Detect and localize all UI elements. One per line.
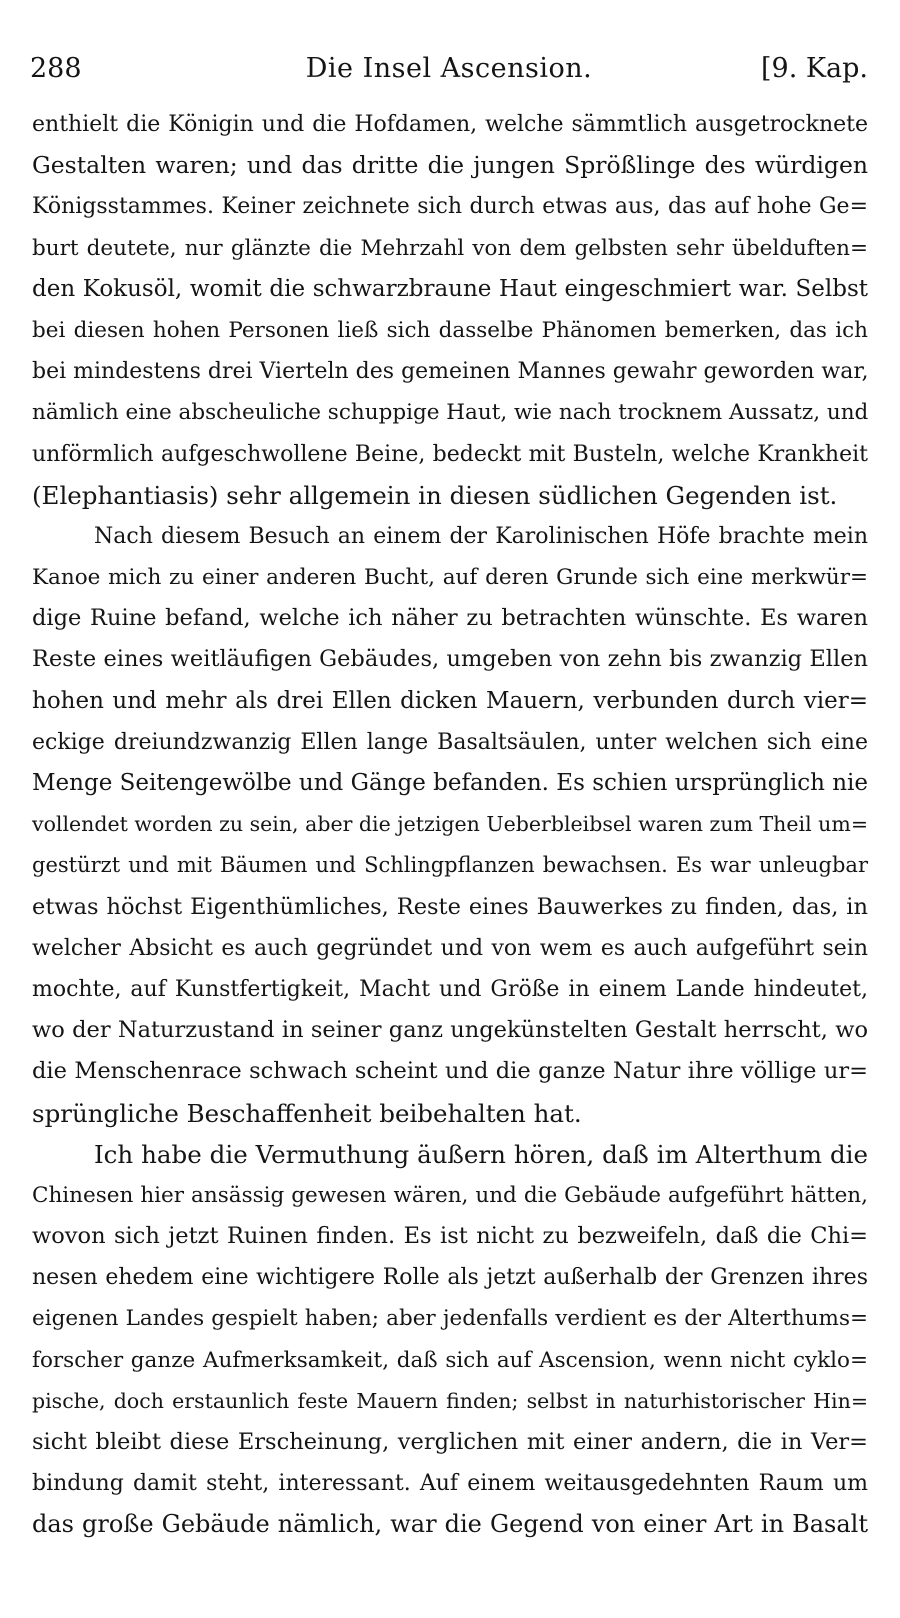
text-line: unförmlich aufgeschwollene Beine, bedeckt mit Busteln, welche Krankheit (32, 441, 868, 467)
text-line: Königsstammes. Keiner zeichnete sich durch etwas aus, das auf hohe Ge= (32, 194, 868, 220)
text-line: nämlich eine abscheuliche schuppige Haut, wie nach trocknem Aussatz, und (32, 400, 869, 426)
text-line: Reste eines weitläufigen Gebäudes, umgeben von zehn bis zwanzig Ellen (32, 646, 868, 673)
text-line: wovon sich jetzt Ruinen finden. Es ist nicht zu bezweifeln, daß die Chi= (32, 1223, 868, 1250)
paragraph (32, 1134, 868, 1546)
text-line: Chinesen hier ansässig gewesen wären, und die Gebäude aufgeführt hätten, (32, 1182, 868, 1208)
text-line: hohen und mehr als drei Ellen dicken Mauern, verbunden durch vier= (32, 687, 868, 714)
text-line: eckige dreiundzwanzig Ellen lange Basaltsäulen, unter welchen sich eine (32, 729, 868, 755)
paragraph (32, 104, 868, 516)
page-number: 288 (30, 53, 82, 84)
text-line: pische, doch erstaunlich feste Mauern finden; selbst in naturhistorischer Hin= (32, 1388, 868, 1413)
text-line: sprüngliche Beschaffenheit beibehalten hat. (32, 1098, 582, 1128)
text-line: wo der Naturzustand in seiner ganz ungekünstelten Gestalt herrscht, wo (32, 1017, 868, 1044)
text-line: dige Ruine befand, welche ich näher zu betrachten wünschte. Es waren (32, 605, 868, 632)
text-line: die Menschenrace schwach scheint und die ganze Natur ihre völlige ur= (32, 1058, 868, 1085)
text-line: bei mindestens drei Vierteln des gemeinen Mannes gewahr geworden war, (32, 359, 869, 385)
text-line: welcher Absicht es auch gegründet und von wem es auch aufgeführt sein (32, 935, 868, 961)
text-line: Gestalten waren; und das dritte die jungen Sprößlinge des würdigen (32, 151, 868, 180)
text-line: sicht bleibt diese Erscheinung, verglichen mit einer andern, die in Ver= (32, 1429, 868, 1455)
text-line: burt deutete, nur glänzte die Mehrzahl von dem gelbsten sehr übelduften= (32, 235, 868, 261)
text-line: enthielt die Königin und die Hofdamen, welche sämmtlich ausgetrocknete (32, 112, 868, 137)
text-line: gestürzt und mit Bäumen und Schlingpflanzen bewachsen. Es war unleugbar (32, 853, 868, 878)
text-line: bei diesen hohen Personen ließ sich dasselbe Phänomen bemerken, das ich (32, 317, 868, 343)
text-line: forscher ganze Aufmerksamkeit, daß sich auf Ascension, wenn nicht cyklo= (32, 1347, 868, 1373)
text-line: nesen ehedem eine wichtigere Rolle als jetzt außerhalb der Grenzen ihres (32, 1265, 868, 1291)
body-text (32, 104, 868, 1546)
text-line: mochte, auf Kunstfertigkeit, Macht und Größe in einem Lande hindeutet, (32, 976, 868, 1002)
text-line: Menge Seitengewölbe und Gänge befanden. Es schien ursprünglich nie (32, 770, 868, 796)
text-line: etwas höchst Eigenthümliches, Reste eines Bauwerkes zu finden, das, in (32, 893, 868, 920)
text-line: eigenen Landes gespielt haben; aber jedenfalls verdient es der Alterthums= (32, 1306, 868, 1332)
text-line: (Elephantiasis) sehr allgemein in diesen südlichen Gegenden ist. (32, 480, 838, 510)
text-line: das große Gebäude nämlich, war die Gegend von einer Art in Basalt (32, 1510, 868, 1539)
text-line: vollendet worden zu sein, aber die jetzigen Ueberbleibsel waren zum Theil um= (32, 812, 868, 837)
text-line: den Kokusöl, womit die schwarzbraune Haut eingeschmiert war. Selbst (32, 275, 868, 302)
text-line: bindung damit steht, interessant. Auf einem weitausgedehnten Raum um (32, 1471, 868, 1497)
chapter-reference: [9. Kap. (760, 53, 868, 84)
text-line: Kanoe mich zu einer anderen Bucht, auf deren Grunde sich eine merkwür= (32, 565, 868, 591)
text-line: Nach diesem Besuch an einem der Karolinischen Höfe brachte mein (94, 523, 868, 549)
running-head (30, 44, 868, 94)
text-line: Ich habe die Vermuthung äußern hören, daß im Alterthum die (94, 1139, 868, 1169)
paragraph (32, 516, 868, 1134)
running-title: Die Insel Ascension. (305, 53, 593, 84)
